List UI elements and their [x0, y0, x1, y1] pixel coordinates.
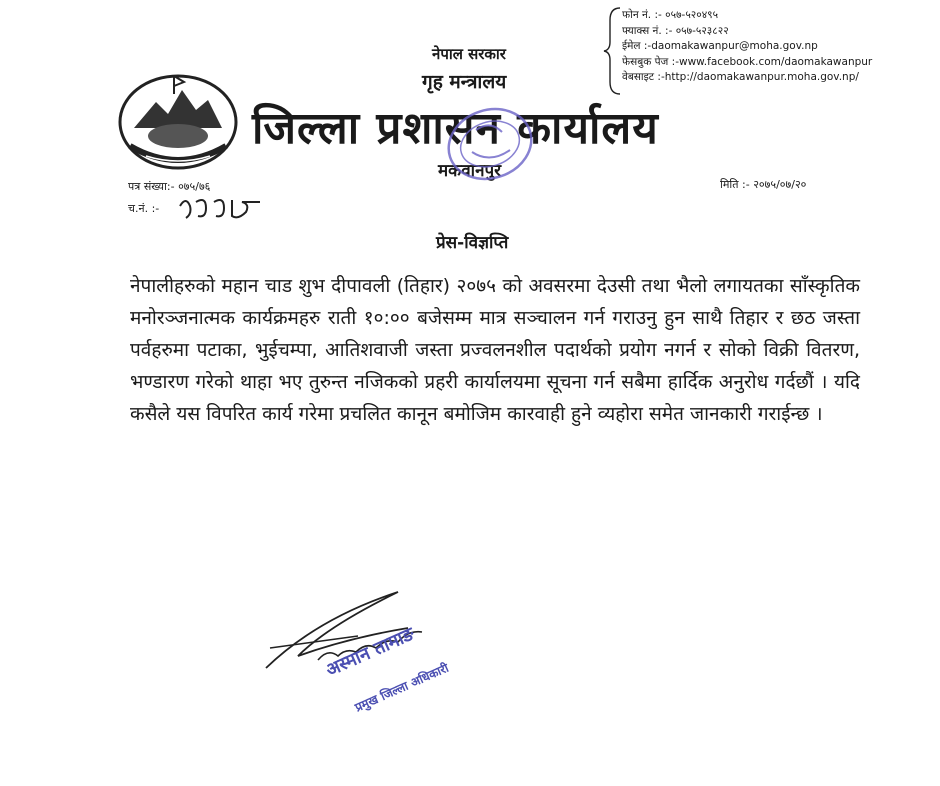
- government-label: नेपाल सरकार: [432, 45, 506, 63]
- nepal-emblem-icon: [116, 66, 240, 172]
- contact-website: वेबसाइट :-http://daomakawanpur.moha.gov.np/: [622, 71, 859, 84]
- signatory-name: अस्मान तामाङ: [322, 623, 418, 682]
- contact-block: [622, 8, 872, 86]
- contact-fax: फ्याक्स नं. :- ०५७-५२३८२२: [622, 24, 729, 37]
- contact-brace-icon: [602, 6, 624, 96]
- letter-date: मिति :- २०७५/०७/२०: [720, 178, 807, 191]
- press-release-body: नेपालीहरुको महान चाड शुभ दीपावली (तिहार) २०७५ को अवसरमा देउसी तथा भैलो लगायतका साँस्कृतिक मनोरञ्जनात्मक कार्यक्रमहरु राती १०:०० बजेसम्म मात्र सञ्चालन गर्न गराउनु हुन साथै तिहार र छठ जस्ता पर्वहरुमा पटाका, भुईचम्पा, आतिशवाजी जस्ता प्रज्वलनशील पदार्थको प्रयोग नगर्न र सोको विक्री वितरण, भण्डारण गरेको थाहा भए तुरुन्त नजिकको प्रहरी कार्यालयमा सूचना गर्न सबैमा हार्दिक अनुरोध गर्दछौं । यदि कसैले यस विपरित कार्य गरेमा प्रचलित कानून बमोजिम कारवाही हुने व्यहोरा समेत जानकारी गराईन्छ ।: [130, 275, 860, 425]
- ministry-label: गृह मन्त्रालय: [422, 71, 507, 93]
- dispatch-number-label: च.नं. :-: [128, 202, 160, 215]
- signature: [258, 578, 478, 698]
- contact-email: ईमेल :-daomakawanpur@moha.gov.np: [622, 40, 818, 53]
- dispatch-number-handwritten: [176, 192, 266, 222]
- contact-facebook: फेसबुक पेज :-www.facebook.com/daomakawanpur: [622, 55, 873, 68]
- signatory-title: प्रमुख जिल्ला अधिकारी: [352, 660, 451, 715]
- contact-phone: फोन नं. :- ०५७-५२०४९५: [622, 9, 719, 21]
- reference-number: पत्र संख्या:- ०७५/७६: [128, 180, 211, 193]
- press-release-heading: प्रेस-विज्ञप्ति: [436, 233, 509, 253]
- district-label: मकवानपुर: [438, 161, 502, 181]
- office-seal-stamp: [430, 100, 550, 190]
- office-title: जिल्ला प्रशासन कार्यालय: [252, 103, 659, 154]
